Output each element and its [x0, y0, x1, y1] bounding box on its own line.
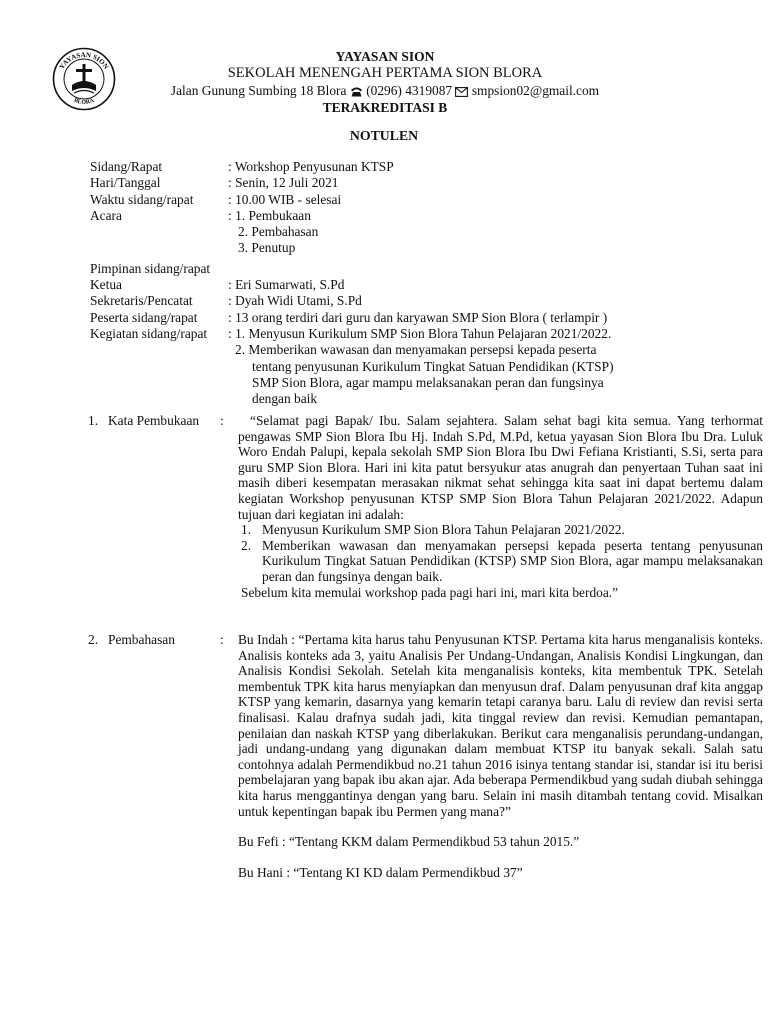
letterhead [140, 48, 630, 116]
activity-line: tentang penyusunan Kurikulum Tingkat Satuan Pendidikan (KTSP) [252, 358, 614, 374]
leader-heading: Pimpinan sidang/rapat [90, 260, 211, 276]
meeting-info [90, 159, 690, 407]
document-title: NOTULEN [349, 128, 419, 143]
section-title: Pembahasan [108, 632, 175, 647]
list-item [238, 522, 763, 538]
info-row-meeting [90, 159, 690, 175]
time-value: : 10.00 WIB - selesai [228, 191, 342, 207]
day-label: Hari/Tanggal [90, 175, 161, 191]
section-body [238, 413, 763, 600]
list-number: 1. [241, 522, 252, 538]
chair-value: : Eri Sumarwati, S.Pd [228, 277, 345, 293]
section-title: Kata Pembukaan [108, 413, 200, 428]
info-row-agenda [90, 208, 690, 224]
school-name: SEKOLAH MENENGAH PERTAMA SION BLORA [227, 65, 543, 81]
list-text: Memberikan wawasan dan menyamakan persepsi kepada peserta tentang penyusunan Kurikulum Tingkat Satuan Pendidikan (KTSP) SMP Sion Blora, agar mampu melaksanakan peran dan fungsinya dengan baik. [262, 537, 763, 584]
list-item [238, 538, 763, 585]
activity-label: Kegiatan sidang/rapat [90, 325, 208, 341]
chair-label: Ketua [90, 277, 122, 293]
section-body [238, 632, 763, 880]
list-text: Menyusun Kurikulum SMP Sion Blora Tahun Pelajaran 2021/2022. [262, 522, 625, 538]
contact-line [140, 82, 630, 99]
agenda-item: 3. Penutup [238, 240, 296, 256]
discussion-paragraph: Bu Fefi : “Tentang KKM dalam Permendikbud 53 tahun 2015.” [238, 834, 580, 850]
secretary-label: Sekretaris/Pencatat [90, 293, 193, 309]
info-row-chair [90, 277, 690, 293]
secretary-value: : Dyah Widi Utami, S.Pd [228, 293, 362, 309]
meeting-value: : Workshop Penyusunan KTSP [228, 159, 394, 174]
closing-sentence: Sebelum kita memulai workshop pada pagi hari ini, mari kita berdoa.” [241, 584, 619, 600]
logo-top-text: YAYASAN SION [57, 50, 111, 71]
purpose-list [238, 522, 763, 584]
logo-bottom-text: BLORA [72, 97, 96, 106]
section-colon: : [220, 632, 224, 647]
section-number: 2. [88, 632, 99, 647]
time-label: Waktu sidang/rapat [90, 191, 194, 207]
info-row-time [90, 192, 690, 208]
meeting-label: Sidang/Rapat [90, 159, 163, 174]
section-number: 1. [88, 413, 99, 428]
activity-line: SMP Sion Blora, agar mampu melaksanakan peran dan fungsinya [252, 374, 604, 390]
agenda-label: Acara [90, 207, 122, 223]
activity-line: 2. Memberikan wawasan dan menyamakan persepsi kepada peserta [235, 342, 597, 358]
activity-line: dengan baik [252, 391, 318, 407]
email-address: smpsion02@gmail.com [471, 83, 600, 98]
opening-speech: “Selamat pagi Bapak/ Ibu. Salam sejahtera. Salam sehat bagi kita semua. Yang terhormat pengawas SMP Sion Blora Ibu Hj. Indah S.Pd, M.Pd, ketua yayasan Sion Blora Ibu Dra. Luluk Woro Endah Palupi, kepala sekolah SMP Sion Blora Ibu Dwi Fefiana Kristianti, S.Si, serta para guru SMP Sion Blora. Hari ini kita patut bersyukur atas anugrah dan penyertaan Tuhan saat ini masih diberi kesempatan merasakan nikmat sehat sehingga kita saat ini dapat bertemu dalam kegiatan Workshop penyusunan KTSP SMP Sion Blora Tahun Pelajaran 2021/2022. Adapun tujuan dari kegiatan ini adalah: [238, 413, 763, 522]
agenda-item: 2. Pembahasan [238, 224, 319, 240]
envelope-icon [455, 87, 468, 97]
list-number: 2. [241, 537, 252, 553]
participants-label: Peserta sidang/rapat [90, 309, 198, 325]
agenda-item: : 1. Pembukaan [228, 207, 311, 223]
discussion-paragraph: Bu Hani : “Tentang KI KD dalam Permendikbud 37” [238, 864, 523, 880]
info-row-activity [90, 326, 690, 342]
info-row-secretary [90, 293, 690, 309]
info-row-participants [90, 310, 690, 326]
day-value: : Senin, 12 Juli 2021 [228, 175, 339, 191]
discussion-paragraph: Bu Indah : “Pertama kita harus tahu Penyusunan KTSP. Pertama kita harus menganalisis konteks. Analisis konteks ada 3, yaitu Analisis Per Undang-Undangan, Analisis Kondisi Lingkungan, dan Analisis Kondisi Sekolah. Setelah kita menganalisis konteks, kita membentuk TPK. Setelah membentuk TPK kita harus menyiapkan dan menyusun draf. Dalam penyusunan draf kita anggap KTSP yang kemarin, dasarnya yang kemarin tetapi caranya baru. Lalu di review dan revisi serta finalisasi. Kalau drafnya sudah jadi, kita tinggal review dan revisi. Kemudian pemantapan, penilaian dan naskah KTSP yang diberlakukan. Berikut cara menganalisis perundang-undangan, jadi undang-undang yang digunakan dalam membuat KTSP itu banyak sekali. Salah satu contohnya adalah Permendikbud no.21 tahun 2016 isinya tentang standar isi, standar isi itu berisi pembelajaran yang bapak ibu akan ajar. Ada beberapa Permendikbud yang sudah diubah sehingga kita harus menggantinya dengan yang baru. Selain ini masih ditambah tentang covid. Misalkan untuk kepentingan bapak ibu Permen yang mana?” [238, 632, 763, 819]
accreditation: TERAKREDITASI B [322, 100, 448, 115]
address: Jalan Gunung Sumbing 18 Blora [170, 83, 347, 98]
participants-value: : 13 orang terdiri dari guru dan karyawan SMP Sion Blora ( terlampir ) [228, 309, 608, 325]
phone-icon [350, 86, 363, 97]
section-colon: : [220, 413, 224, 428]
phone-number: (0296) 4319087 [366, 83, 453, 98]
activity-line: : 1. Menyusun Kurikulum SMP Sion Blora Tahun Pelajaran 2021/2022. [228, 325, 612, 341]
foundation-name: YAYASAN SION [335, 49, 435, 64]
info-row-day [90, 175, 690, 191]
school-logo [52, 47, 116, 111]
